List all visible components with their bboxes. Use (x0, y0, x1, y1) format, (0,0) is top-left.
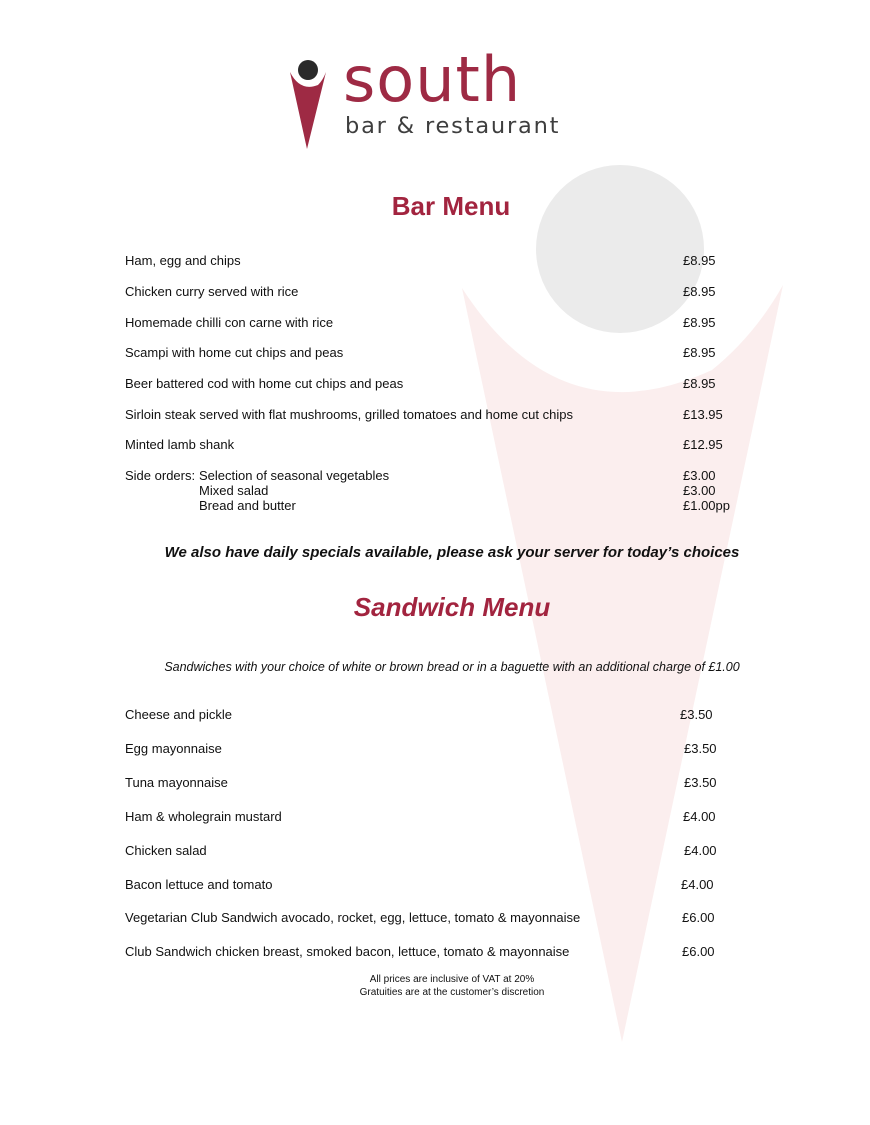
sandwich-intro: Sandwiches with your choice of white or brown bread or in a baguette with an additional charge of £1.00 (164, 660, 740, 674)
menu-item: Beer battered cod with home cut chips and peas (125, 376, 404, 391)
gratuity-note: Gratuities are at the customer’s discretion (359, 987, 545, 998)
menu-item: Minted lamb shank (125, 437, 235, 452)
sandwich-item: Bacon lettuce and tomato (125, 877, 273, 892)
side-orders-label: Side orders: (125, 468, 196, 483)
menu-item-price: £12.95 (683, 437, 723, 452)
menu-item-price: £13.95 (683, 407, 723, 422)
sandwich-item: Egg mayonnaise (125, 741, 222, 756)
brand-name: south (343, 43, 522, 116)
side-order-price: £3.00 (683, 468, 716, 483)
sandwich-item: Cheese and pickle (125, 707, 232, 722)
sandwich-item: Chicken salad (125, 843, 207, 858)
menu-item-price: £8.95 (683, 253, 716, 268)
side-order-item: Mixed salad (199, 483, 269, 498)
sandwich-item: Vegetarian Club Sandwich avocado, rocket, egg, lettuce, tomato & mayonnaise (125, 910, 581, 925)
side-order-item: Selection of seasonal vegetables (199, 468, 390, 483)
sandwich-item-price: £4.00 (683, 809, 716, 824)
menu-item: Chicken curry served with rice (125, 284, 299, 299)
sandwich-item-price: £6.00 (682, 910, 715, 925)
sandwich-item-price: £4.00 (681, 877, 714, 892)
menu-item-price: £8.95 (683, 376, 716, 391)
menu-item-price: £8.95 (683, 345, 716, 360)
logo-head (298, 60, 318, 80)
side-order-price: £3.00 (683, 483, 716, 498)
menu-item: Sirloin steak served with flat mushrooms, grilled tomatoes and home cut chips (125, 407, 573, 422)
bar-menu-title: Bar Menu (391, 191, 511, 221)
specials-note: We also have daily specials available, please ask your server for today’s choices (164, 544, 740, 561)
sandwich-item: Tuna mayonnaise (125, 775, 228, 790)
sandwich-item-price: £3.50 (680, 707, 713, 722)
menu-item: Homemade chilli con carne with rice (125, 315, 334, 330)
vat-note: All prices are inclusive of VAT at 20% (369, 974, 535, 985)
side-order-price: £1.00pp (683, 498, 730, 513)
menu-item: Scampi with home cut chips and peas (125, 345, 344, 360)
sandwich-item: Ham & wholegrain mustard (125, 809, 282, 824)
side-order-item: Bread and butter (199, 498, 296, 513)
brand-tagline: bar & restaurant (345, 113, 561, 139)
logo-body (290, 72, 326, 149)
sandwich-item-price: £3.50 (684, 741, 717, 756)
sandwich-item-price: £4.00 (684, 843, 717, 858)
sandwich-item-price: £6.00 (682, 944, 715, 959)
menu-item-price: £8.95 (683, 284, 716, 299)
menu-item-price: £8.95 (683, 315, 716, 330)
sandwich-item-price: £3.50 (684, 775, 717, 790)
sandwich-item: Club Sandwich chicken breast, smoked bacon, lettuce, tomato & mayonnaise (125, 944, 570, 959)
menu-item: Ham, egg and chips (125, 253, 241, 268)
sandwich-menu-title: Sandwich Menu (353, 592, 551, 622)
